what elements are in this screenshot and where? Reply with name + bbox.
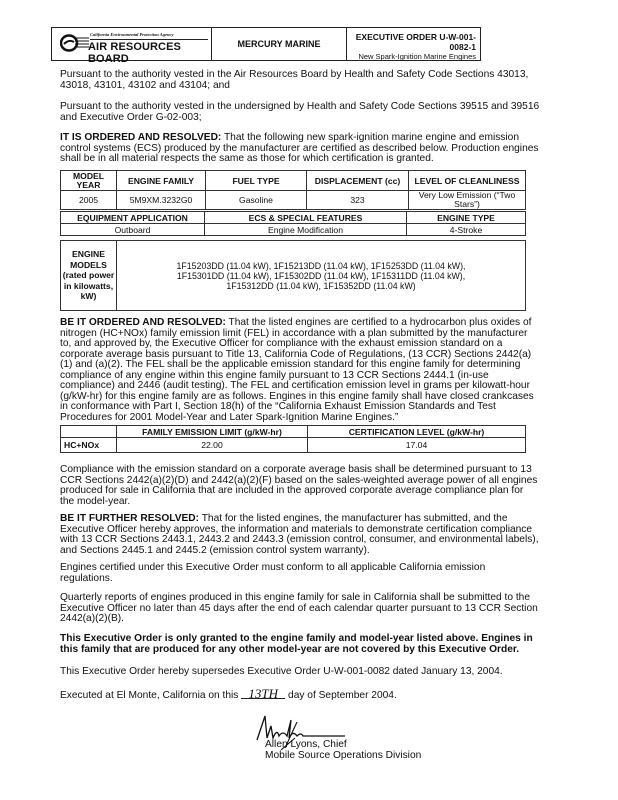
family-emission-limit: 22.00 <box>117 438 308 453</box>
signatory-division: Mobile Source Operations Division <box>265 750 422 761</box>
col-header: ECS & SPECIAL FEATURES <box>205 212 407 224</box>
signatory <box>265 739 421 761</box>
col-header: LEVEL OF CLEANLINESS <box>409 171 526 191</box>
engine-type: 4-Stroke <box>407 224 526 236</box>
agency-name: California Environmental Protection Agency <box>90 32 174 37</box>
paragraph-quarterly-reports: Quarterly reports of engines produced in this engine family for sale in California shall be submitted to the Executive Officer no later than 45 days after the end of each calendar quarter pursuant to 13 CCR Section 2442(a)(2)(B). <box>60 592 538 624</box>
paragraph-be-it-ordered <box>60 318 540 423</box>
col-header: CERTIFICATION LEVEL (g/kW-hr) <box>308 426 526 438</box>
paragraph-conform: Engines certified under this Executive Order must conform to all applicable California emission regulations. <box>60 562 486 584</box>
engine-models-line: 1F15203DD (11.04 kW), 1F15213DD (11.04 kW), 1F15253DD (11.04 kW), <box>176 260 466 271</box>
engine-models-line: 1F15301DD (11.04 kW), 1F15302DD (11.04 kW), 1F15311DD (11.04 kW), <box>176 270 466 281</box>
col-header <box>61 426 117 438</box>
engine-models-label: ENGINE MODELS (rated power in kilowatts, kW) <box>61 241 117 311</box>
fuel-type: Gasoline <box>206 191 307 210</box>
paragraph-authority-undersigned: Pursuant to the authority vested in the undersigned by Health and Safety Code Sections 39515 and 39516 and Executive Order G-02-003; <box>60 101 540 123</box>
engine-family: 5M9XM.3232G0 <box>117 191 206 210</box>
be-it-ordered-text: That the listed engines are certified to a hydrocarbon plus oxides of nitrogen (HC+NOx) family emission limit (FEL) in accordance with a plan submitted by the manufacturer to, and approved by, the Executive Officer for compliance with the exhaust emission standard on a corporate average basis pursuant to Title 13, California Code of Regulations, (13 CCR) Sections 2442(a)(1) and (a)(2). The FEL shall be the applicable emission standard for this engine family for determining compliance of any engine within this engine family pursuant to 13 CCR Sections 2444.1 (in-use compliance) and 2446 (audit testing). The FEL and certification emission level in grams per kilowatt-hour (g/kW-hr) for this engine family are as follows. Engines in this engine family shall have closed crankcases in conformance with Part I, Section 18(h) of the “California Exhaust Emission Standards and Test Procedures for 2001 Model-Year and Later Spark-Ignition Marine Engines.” <box>60 317 534 423</box>
executive-order-number: EXECUTIVE ORDER U-W-001-0082-1 <box>355 32 476 52</box>
col-header: EQUIPMENT APPLICATION <box>61 212 205 224</box>
col-header: FUEL TYPE <box>206 171 307 191</box>
further-resolved-lead: BE IT FURTHER RESOLVED: <box>60 513 200 524</box>
engine-models-list <box>117 241 526 311</box>
paragraph-ordered <box>60 133 540 165</box>
order-block <box>347 28 480 60</box>
arb-logo-icon <box>60 33 90 53</box>
paragraph-further-resolved <box>60 514 540 556</box>
equipment-application: Outboard <box>61 224 205 236</box>
col-header: ENGINE FAMILY <box>117 171 206 191</box>
manufacturer-name: MERCURY MARINE <box>212 28 347 60</box>
paragraph-supersedes: This Executive Order hereby supersedes Executive Order U-W-001-0082 dated January 13, 2004. <box>60 666 503 677</box>
order-subtitle: New Spark-Ignition Marine Engines <box>358 52 476 61</box>
emission-table <box>60 425 526 453</box>
col-header: ENGINE TYPE <box>407 212 526 224</box>
paragraph-authority-arb: Pursuant to the authority vested in the Air Resources Board by Health and Safety Code Sections 43013, 43018, 43101, 43102 and 43104; and <box>60 69 529 91</box>
signatory-name: Allen Lyons, Chief <box>265 739 347 750</box>
equipment-table <box>60 211 526 236</box>
displacement: 323 <box>307 191 409 210</box>
board-name: AIR RESOURCES BOARD <box>88 41 181 65</box>
engine-family-table <box>60 170 526 210</box>
engine-models-table <box>60 240 526 311</box>
ordered-lead: IT IS ORDERED AND RESOLVED: <box>60 132 222 143</box>
col-header: FAMILY EMISSION LIMIT (g/kW-hr) <box>117 426 308 438</box>
level-of-cleanliness: Very Low Emission (“Two Stars”) <box>409 191 526 210</box>
col-header: MODEL YEAR <box>61 171 117 191</box>
further-resolved-text: That for the listed engines, the manufacturer has submitted, and the Executive Officer hereby approves, the information and materials to demonstrate certification compliance with 13 CCR Sections 2443.1, 2443.2 and 2443.3 (emission control, consumer, and environmental labels), and Sections 2445.1 and 2445.2 (emission control system warranty). <box>60 513 539 556</box>
executed-text: Executed at El Monte, California on this <box>60 690 242 701</box>
divider <box>90 39 208 40</box>
be-it-ordered-lead: BE IT ORDERED AND RESOLVED: <box>60 317 226 328</box>
certification-level: 17.04 <box>308 438 526 453</box>
ecs-features: Engine Modification <box>205 224 407 236</box>
paragraph-executed <box>60 686 540 702</box>
handwritten-day: 13TH <box>241 689 285 699</box>
engine-models-line: 1F15312DD (11.04 kW), 1F15352DD (11.04 kW) <box>226 280 416 291</box>
paragraph-granted: This Executive Order is only granted to the engine family and model-year listed above. Engines in this family that are produced for any other model-year are not covered by this Executive Order. <box>60 633 533 655</box>
pollutant: HC+NOx <box>61 438 117 453</box>
letterhead <box>51 27 481 65</box>
arb-logo-block <box>52 28 212 65</box>
model-year: 2005 <box>61 191 117 210</box>
ordered-text: That the following new spark-ignition marine engine and emission control systems (ECS) produced by the manufacturer are certified as described below. Production engines shall be in all material respects the same as those for which certification is granted. <box>60 132 539 164</box>
executed-date: day of September 2004. <box>285 690 397 701</box>
col-header: DISPLACEMENT (cc) <box>307 171 409 191</box>
paragraph-compliance: Compliance with the emission standard on a corporate average basis shall be determined pursuant to 13 CCR Sections 2442(a)(2)(D) and 2442(a)(2)(F) based on the sales-weighted average power of all engines produced for sale in California that are included in the approved corporate average compliance plan for the model-year. <box>60 464 538 507</box>
